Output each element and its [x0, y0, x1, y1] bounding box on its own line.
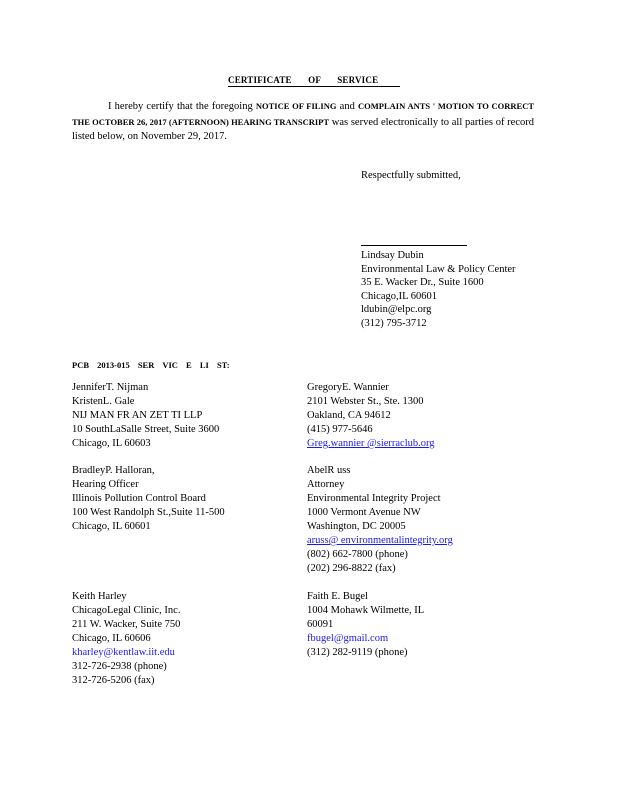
- closing: Respectfully submitted,: [361, 170, 461, 181]
- entry-line: AbelR uss: [307, 465, 351, 476]
- body-end: was served electronically to all parties of record listed below, on November 29, 2017.: [72, 116, 534, 142]
- body-and: and: [336, 101, 359, 112]
- entry-line: NIJ MAN FR AN ZET TI LLP: [72, 410, 203, 421]
- signer-city: Chicago,IL 60601: [361, 290, 438, 302]
- entry-line: Illinois Pollution Control Board: [72, 493, 206, 504]
- service-entry-harley: [72, 590, 302, 688]
- signer-name: Lindsay Dubin: [361, 250, 424, 261]
- entry-line: 312-726-2938 (phone): [72, 661, 167, 672]
- entry-line: Hearing Officer: [72, 479, 139, 490]
- entry-line: Keith Harley: [72, 591, 127, 602]
- entry-line: ChicagoLegal Clinic, Inc.: [72, 605, 181, 616]
- signer-street: 35 E. Wacker Dr., Suite 1600: [361, 277, 484, 288]
- entry-line: Oakland, CA 94612: [307, 410, 391, 421]
- signer-org: Environmental Law & Policy Center: [361, 263, 516, 275]
- entry-line: Chicago, IL 60606: [72, 633, 151, 644]
- email-link[interactable]: aruss@ environmentalintegrity.org: [307, 535, 453, 546]
- entry-line: JenniferT. Nijman: [72, 382, 149, 393]
- entry-line: 60091: [307, 619, 334, 630]
- entry-line: GregoryE. Wannier: [307, 382, 389, 393]
- entry-line: 1000 Vermont Avenue NW: [307, 507, 421, 518]
- service-entry-bugel: [307, 590, 537, 660]
- signer-email[interactable]: ldubin@elpc.org: [361, 304, 432, 315]
- entry-line: Chicago, IL 60603: [72, 438, 151, 449]
- entry-line: Washington, DC 20005: [307, 521, 406, 532]
- signer-block: [361, 249, 541, 330]
- service-list-heading: PCB 2013-015 SER VIC E LI ST:: [72, 360, 230, 370]
- service-entry-nijman: [72, 381, 302, 451]
- entry-line: 100 West Randolph St.,Suite 11-500: [72, 507, 225, 518]
- entry-line: 211 W. Wacker, Suite 750: [72, 619, 181, 630]
- entry-line: (802) 662-7800 (phone): [307, 549, 408, 560]
- entry-line: Environmental Integrity Project: [307, 493, 441, 504]
- entry-line: 312-726-5206 (fax): [72, 675, 155, 686]
- signer-phone: (312) 795-3712: [361, 317, 427, 329]
- service-entry-wannier: [307, 381, 537, 451]
- certificate-title: CERTIFICATE OF SERVICE: [228, 75, 400, 87]
- entry-line: 1004 Mohawk Wilmette, IL: [307, 605, 425, 616]
- signature-line: [361, 245, 467, 246]
- service-entry-russ: [307, 464, 537, 576]
- entry-line: 2101 Webster St., Ste. 1300: [307, 396, 424, 407]
- notice-of-filing: NOTICE OF FILING: [255, 101, 337, 111]
- certificate-body: [72, 99, 534, 145]
- entry-line: (312) 282-9119 (phone): [307, 647, 408, 658]
- entry-line: Faith E. Bugel: [307, 591, 368, 602]
- email-link[interactable]: kharley@kentlaw.iit.edu: [72, 647, 175, 658]
- body-start: I hereby certify that the foregoing: [108, 101, 256, 112]
- entry-line: 10 SouthLaSalle Street, Suite 3600: [72, 424, 220, 435]
- entry-line: (202) 296-8822 (fax): [307, 563, 396, 574]
- email-link[interactable]: Greg.wannier @sierraclub.org: [307, 438, 435, 449]
- entry-line: KristenL. Gale: [72, 396, 135, 407]
- service-entry-halloran: [72, 464, 302, 534]
- email-link[interactable]: fbugel@gmail.com: [307, 633, 389, 644]
- entry-line: Chicago, IL 60601: [72, 521, 151, 532]
- entry-line: Attorney: [307, 479, 345, 490]
- entry-line: (415) 977-5646: [307, 424, 373, 435]
- motion-title: COMPLAIN ANTS ' MOTION TO CORRECT THE OCTOBER 26, 2017 (AFTERNOON) HEARING TRANSCRIPT: [72, 101, 534, 127]
- entry-line: BradleyP. Halloran,: [72, 465, 155, 476]
